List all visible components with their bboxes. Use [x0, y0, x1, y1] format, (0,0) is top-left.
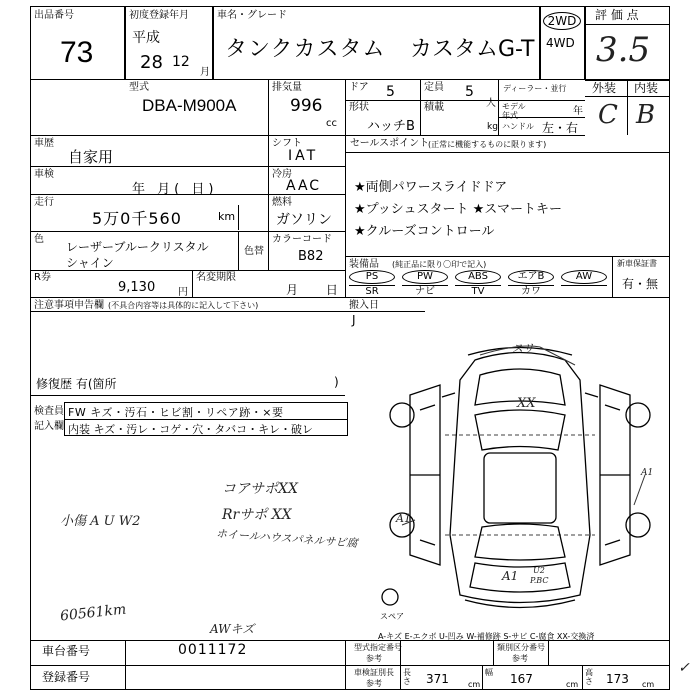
history-label: 車歴: [34, 138, 54, 149]
width-unit: cm: [566, 680, 579, 689]
note-mid-3: ホイールハウスパネルサビ腐: [215, 527, 358, 550]
color-code-label: カラーコード: [272, 234, 332, 245]
handle-label: ハンドル: [502, 122, 534, 131]
lot-label: 出品番号: [34, 10, 74, 21]
model-year-label: モデル年式: [502, 102, 526, 120]
warranty-label: 新車保証書: [617, 259, 657, 268]
type-spec-label: 型式指定番号: [354, 643, 402, 652]
equipment-label: 装備品: [349, 259, 379, 270]
month-unit: 月: [200, 67, 210, 78]
length-label: 長さ: [403, 668, 411, 686]
warranty: 有・無: [622, 277, 659, 291]
inspection: 年 月( 日): [132, 182, 218, 197]
width-label: 幅: [485, 668, 493, 677]
diagram-mark-top: スリ: [512, 342, 534, 355]
sales-point: ★プッシュスタート ★スマートキー: [354, 202, 563, 217]
repair-paren: ): [334, 375, 339, 389]
inspector-row-1: FW キズ・汚石・ヒビ割・リペア跡・×要: [68, 406, 284, 419]
grade: カスタムG-T: [410, 37, 535, 62]
diagram-mark-right: A1: [641, 468, 654, 478]
equipment-item: [455, 270, 501, 296]
category-ref: 参考: [512, 654, 528, 663]
ac: AAC: [286, 178, 322, 194]
repair-label: 修復歴 有(箇所: [36, 377, 117, 391]
cc-unit: cc: [326, 118, 337, 129]
equipment-name: [561, 285, 607, 286]
mileage-label: 走行: [34, 197, 54, 208]
person-unit: 人: [486, 98, 496, 109]
equipment-code: AW: [561, 270, 607, 284]
equipment-code: PW: [402, 270, 448, 284]
equipment-item: [561, 270, 607, 296]
displacement: 996: [290, 96, 323, 116]
width: 167: [510, 672, 533, 686]
notes-label: 注意事項申告欄: [34, 300, 104, 311]
equipment-item: [508, 270, 554, 296]
note-mid-1: コアサポXX: [222, 481, 298, 497]
color-swap-label: 色替: [244, 246, 264, 257]
history: 自家用: [68, 148, 114, 166]
check-mark: ✓: [678, 660, 690, 676]
reg-no-label: 登録番号: [42, 670, 91, 684]
doors: 5: [386, 84, 395, 100]
spare-label: スペア: [380, 612, 404, 621]
model: DBA-M900A: [142, 96, 237, 115]
equipment-name: TV: [455, 285, 501, 298]
length-unit: cm: [468, 680, 481, 689]
equipment-code: ABS: [455, 270, 501, 284]
equipment-item: [349, 270, 395, 296]
shape-label: 形状: [349, 102, 369, 113]
reg-year: 28: [140, 52, 163, 73]
shift: IAT: [288, 148, 319, 164]
note-bottom: 60561km: [59, 601, 127, 625]
fuel-label: 燃料: [272, 197, 292, 208]
cert-label: 車検証別長: [354, 668, 394, 677]
mileage: 5万0千560: [92, 209, 182, 228]
car-name: タンクカスタム: [225, 37, 386, 62]
delivery-value: J: [352, 313, 356, 327]
km-unit: km: [218, 210, 236, 223]
score-label: 評 価 点: [595, 8, 639, 22]
height-unit: cm: [642, 680, 655, 689]
displacement-label: 排気量: [272, 82, 302, 93]
notes-sub: (不具合内容等は具体的に記入して下さい): [108, 301, 259, 310]
inspection-label: 車検: [34, 169, 54, 180]
equipment-code: PS: [349, 270, 395, 284]
note-mid-2: Rrサポ XX: [222, 507, 292, 523]
handle-value: 左・右: [542, 121, 579, 135]
length: 371: [426, 672, 449, 686]
color-line2: シャイン: [66, 256, 114, 270]
ac-label: 冷房: [272, 169, 292, 180]
equipment-item: [402, 270, 448, 296]
exterior-grade: C: [598, 100, 618, 130]
capacity-label: 定員: [424, 82, 444, 93]
color-label: 色: [34, 234, 44, 245]
deadline-label: 名変期限: [196, 272, 236, 283]
interior-label: 内装: [634, 81, 659, 95]
category-label: 類別区分番号: [497, 643, 545, 652]
exterior-label: 外装: [592, 81, 617, 95]
reg-month: 12: [172, 54, 190, 70]
color-code: B82: [298, 249, 324, 264]
diagram-mark-a1: A1: [502, 569, 519, 583]
type-spec-ref: 参考: [366, 654, 382, 663]
damage-legend: A-キズ E-エクボ U-凹み W-補修跡 S-サビ C-腐食 XX-交換済: [378, 632, 595, 641]
capacity: 5: [465, 84, 474, 100]
delivery-label: 搬入日: [349, 300, 379, 311]
yen-unit: 円: [178, 287, 188, 298]
note-left: 小傷 A U W2: [60, 514, 141, 529]
sales-sub: (正常に機能するものに限ります): [428, 140, 547, 149]
equipment-name: SR: [349, 285, 395, 298]
drive-2wd: 2WD: [543, 12, 581, 30]
car-diagram: [380, 335, 660, 625]
lot-number: 73: [60, 36, 94, 69]
score: 3.5: [596, 30, 651, 70]
shape: ハッチB: [367, 119, 415, 134]
diagram-mark-u2: U2: [533, 566, 545, 575]
note-aw: AWキズ: [210, 622, 255, 636]
shift-label: シフト: [272, 138, 302, 149]
model-label: 型式: [129, 82, 149, 93]
interior-grade: B: [636, 100, 656, 130]
era: 平成: [132, 30, 160, 46]
doors-label: ドア: [349, 82, 369, 93]
fuel: ガソリン: [276, 212, 332, 228]
dealer-label: ディーラー・並行: [503, 84, 567, 93]
color-line1: レーザーブルークリスタル: [66, 240, 209, 254]
equipment-name: ナビ: [402, 285, 448, 298]
load-label: 積載: [424, 102, 444, 113]
equipment-sub: (純正品に限り〇印で記入): [392, 260, 487, 269]
first-reg-label: 初度登録年月: [129, 10, 189, 21]
sales-point: ★両側パワースライドドア: [354, 180, 508, 195]
sales-points-list: [354, 177, 562, 243]
sales-label: セールスポイント: [350, 138, 430, 149]
chassis-label: 車台番号: [42, 644, 91, 658]
equipment-name: カワ: [508, 285, 554, 298]
diagram-mark-xx: XX: [517, 396, 536, 411]
kg-unit: kg: [487, 122, 498, 132]
car-name-label: 車名・グレード: [217, 10, 287, 21]
height: 173: [606, 672, 629, 686]
deadline: 月 日: [286, 283, 350, 297]
drive-4wd: 4WD: [546, 36, 575, 50]
sales-point: ★クルーズコントロール: [354, 224, 495, 239]
recycle-label: R券: [34, 272, 51, 283]
inspector-label-2: 記入欄: [34, 421, 64, 432]
recycle: 9,130: [118, 280, 156, 295]
chassis-number: 0011172: [178, 642, 248, 658]
inspector-row-2: 内装 キズ・汚レ・コゲ・穴・タバコ・キレ・破レ: [68, 423, 314, 436]
height-label: 高さ: [585, 668, 593, 686]
diagram-mark-pbc: P.BC: [530, 576, 549, 585]
equipment-code: エアB: [508, 270, 554, 284]
cert-ref: 参考: [366, 679, 382, 688]
inspector-label-1: 検査員: [34, 406, 64, 417]
model-year-unit: 年: [573, 106, 583, 117]
diagram-mark-left: A1: [396, 512, 411, 525]
